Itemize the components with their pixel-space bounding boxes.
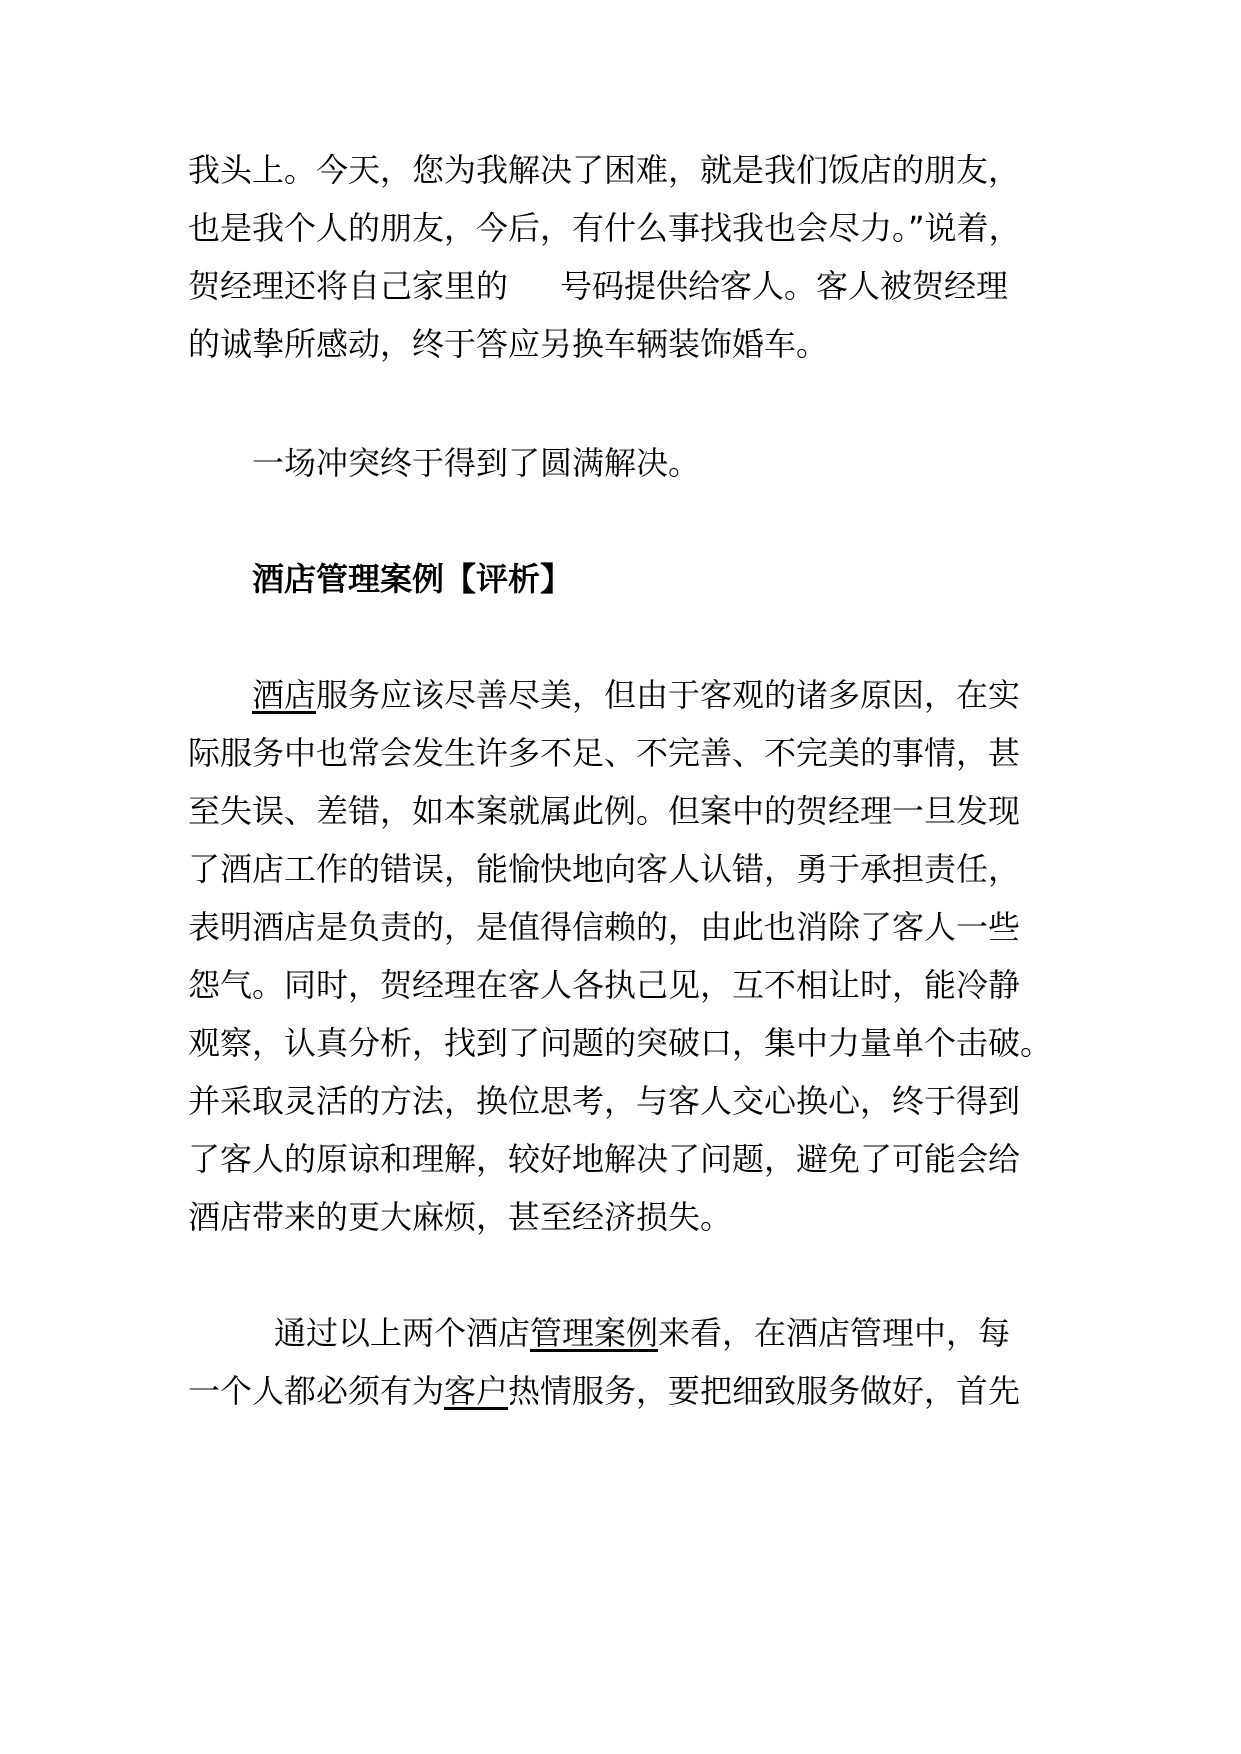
paragraph-line xyxy=(188,955,1068,1015)
text: 酒店带来的更大麻烦，甚至经济损失。 xyxy=(188,1198,733,1236)
text: 贺经理还将自己家里的 xyxy=(188,267,509,305)
text: 来看，在酒店管理中，每 xyxy=(658,1314,1011,1352)
paragraph-line xyxy=(188,1013,1068,1073)
management-case-link[interactable]: 管理案例 xyxy=(530,1314,659,1352)
text: 了客人的原谅和理解，较好地解决了问题，避免了可能会给 xyxy=(188,1140,1021,1178)
section-heading xyxy=(252,549,1068,609)
text: 际服务中也常会发生许多不足、不完善、不完美的事情，甚 xyxy=(188,734,1021,772)
text: 号码提供给客人。客人被贺经理 xyxy=(560,267,1009,305)
paragraph-line xyxy=(252,665,1068,725)
text: 服务应该尽善尽美，但由于客观的诸多原因，在实 xyxy=(316,676,1021,714)
text: 我头上。今天，您为我解决了困难，就是我们饭店的朋友， xyxy=(188,151,1021,189)
text: 并采取灵活的方法，换位思考，与客人交心换心，终于得到 xyxy=(188,1082,1021,1120)
paragraph-line xyxy=(252,433,1068,493)
paragraph-line xyxy=(188,1071,1068,1131)
text: 表明酒店是负责的，是值得信赖的，由此也消除了客人一些 xyxy=(188,908,1021,946)
text: 的诚挚所感动，终于答应另换车辆装饰婚车。 xyxy=(188,325,829,363)
paragraph-line xyxy=(188,1129,1068,1189)
paragraph-line xyxy=(188,839,1068,899)
text: 热情服务，要把细致服务做好，首先 xyxy=(508,1372,1021,1410)
paragraph-line xyxy=(188,1361,1068,1421)
paragraph-line xyxy=(188,1187,1068,1247)
text: 通过以上两个酒店 xyxy=(274,1314,531,1352)
paragraph-line xyxy=(188,897,1068,957)
text: 怨气。同时，贺经理在客人各执己见，互不相让时，能冷静 xyxy=(188,966,1021,1004)
text: 观察，认真分析，找到了问题的突破口，集中力量单个击破。 xyxy=(188,1024,1053,1062)
paragraph-line xyxy=(188,314,1068,374)
text: 也是我个人的朋友，今后，有什么事找我也会尽力。”说着， xyxy=(188,209,1021,247)
text: 了酒店工作的错误，能愉快地向客人认错，勇于承担责任， xyxy=(188,850,1021,888)
paragraph-line xyxy=(188,140,1068,200)
paragraph-line xyxy=(188,723,1068,783)
paragraph-line xyxy=(274,1303,1068,1363)
text: 一场冲突终于得到了圆满解决。 xyxy=(252,444,701,482)
text: 至失误、差错，如本案就属此例。但案中的贺经理一旦发现 xyxy=(188,792,1021,830)
text: 一个人都必须有为 xyxy=(188,1372,445,1410)
paragraph-line xyxy=(188,781,1068,841)
heading-text: 酒店管理案例【评析】 xyxy=(252,560,573,598)
paragraph-line xyxy=(188,198,1068,258)
hotel-link[interactable]: 酒店 xyxy=(252,676,317,714)
customer-link[interactable]: 客户 xyxy=(444,1372,509,1410)
paragraph-line xyxy=(188,256,1068,316)
